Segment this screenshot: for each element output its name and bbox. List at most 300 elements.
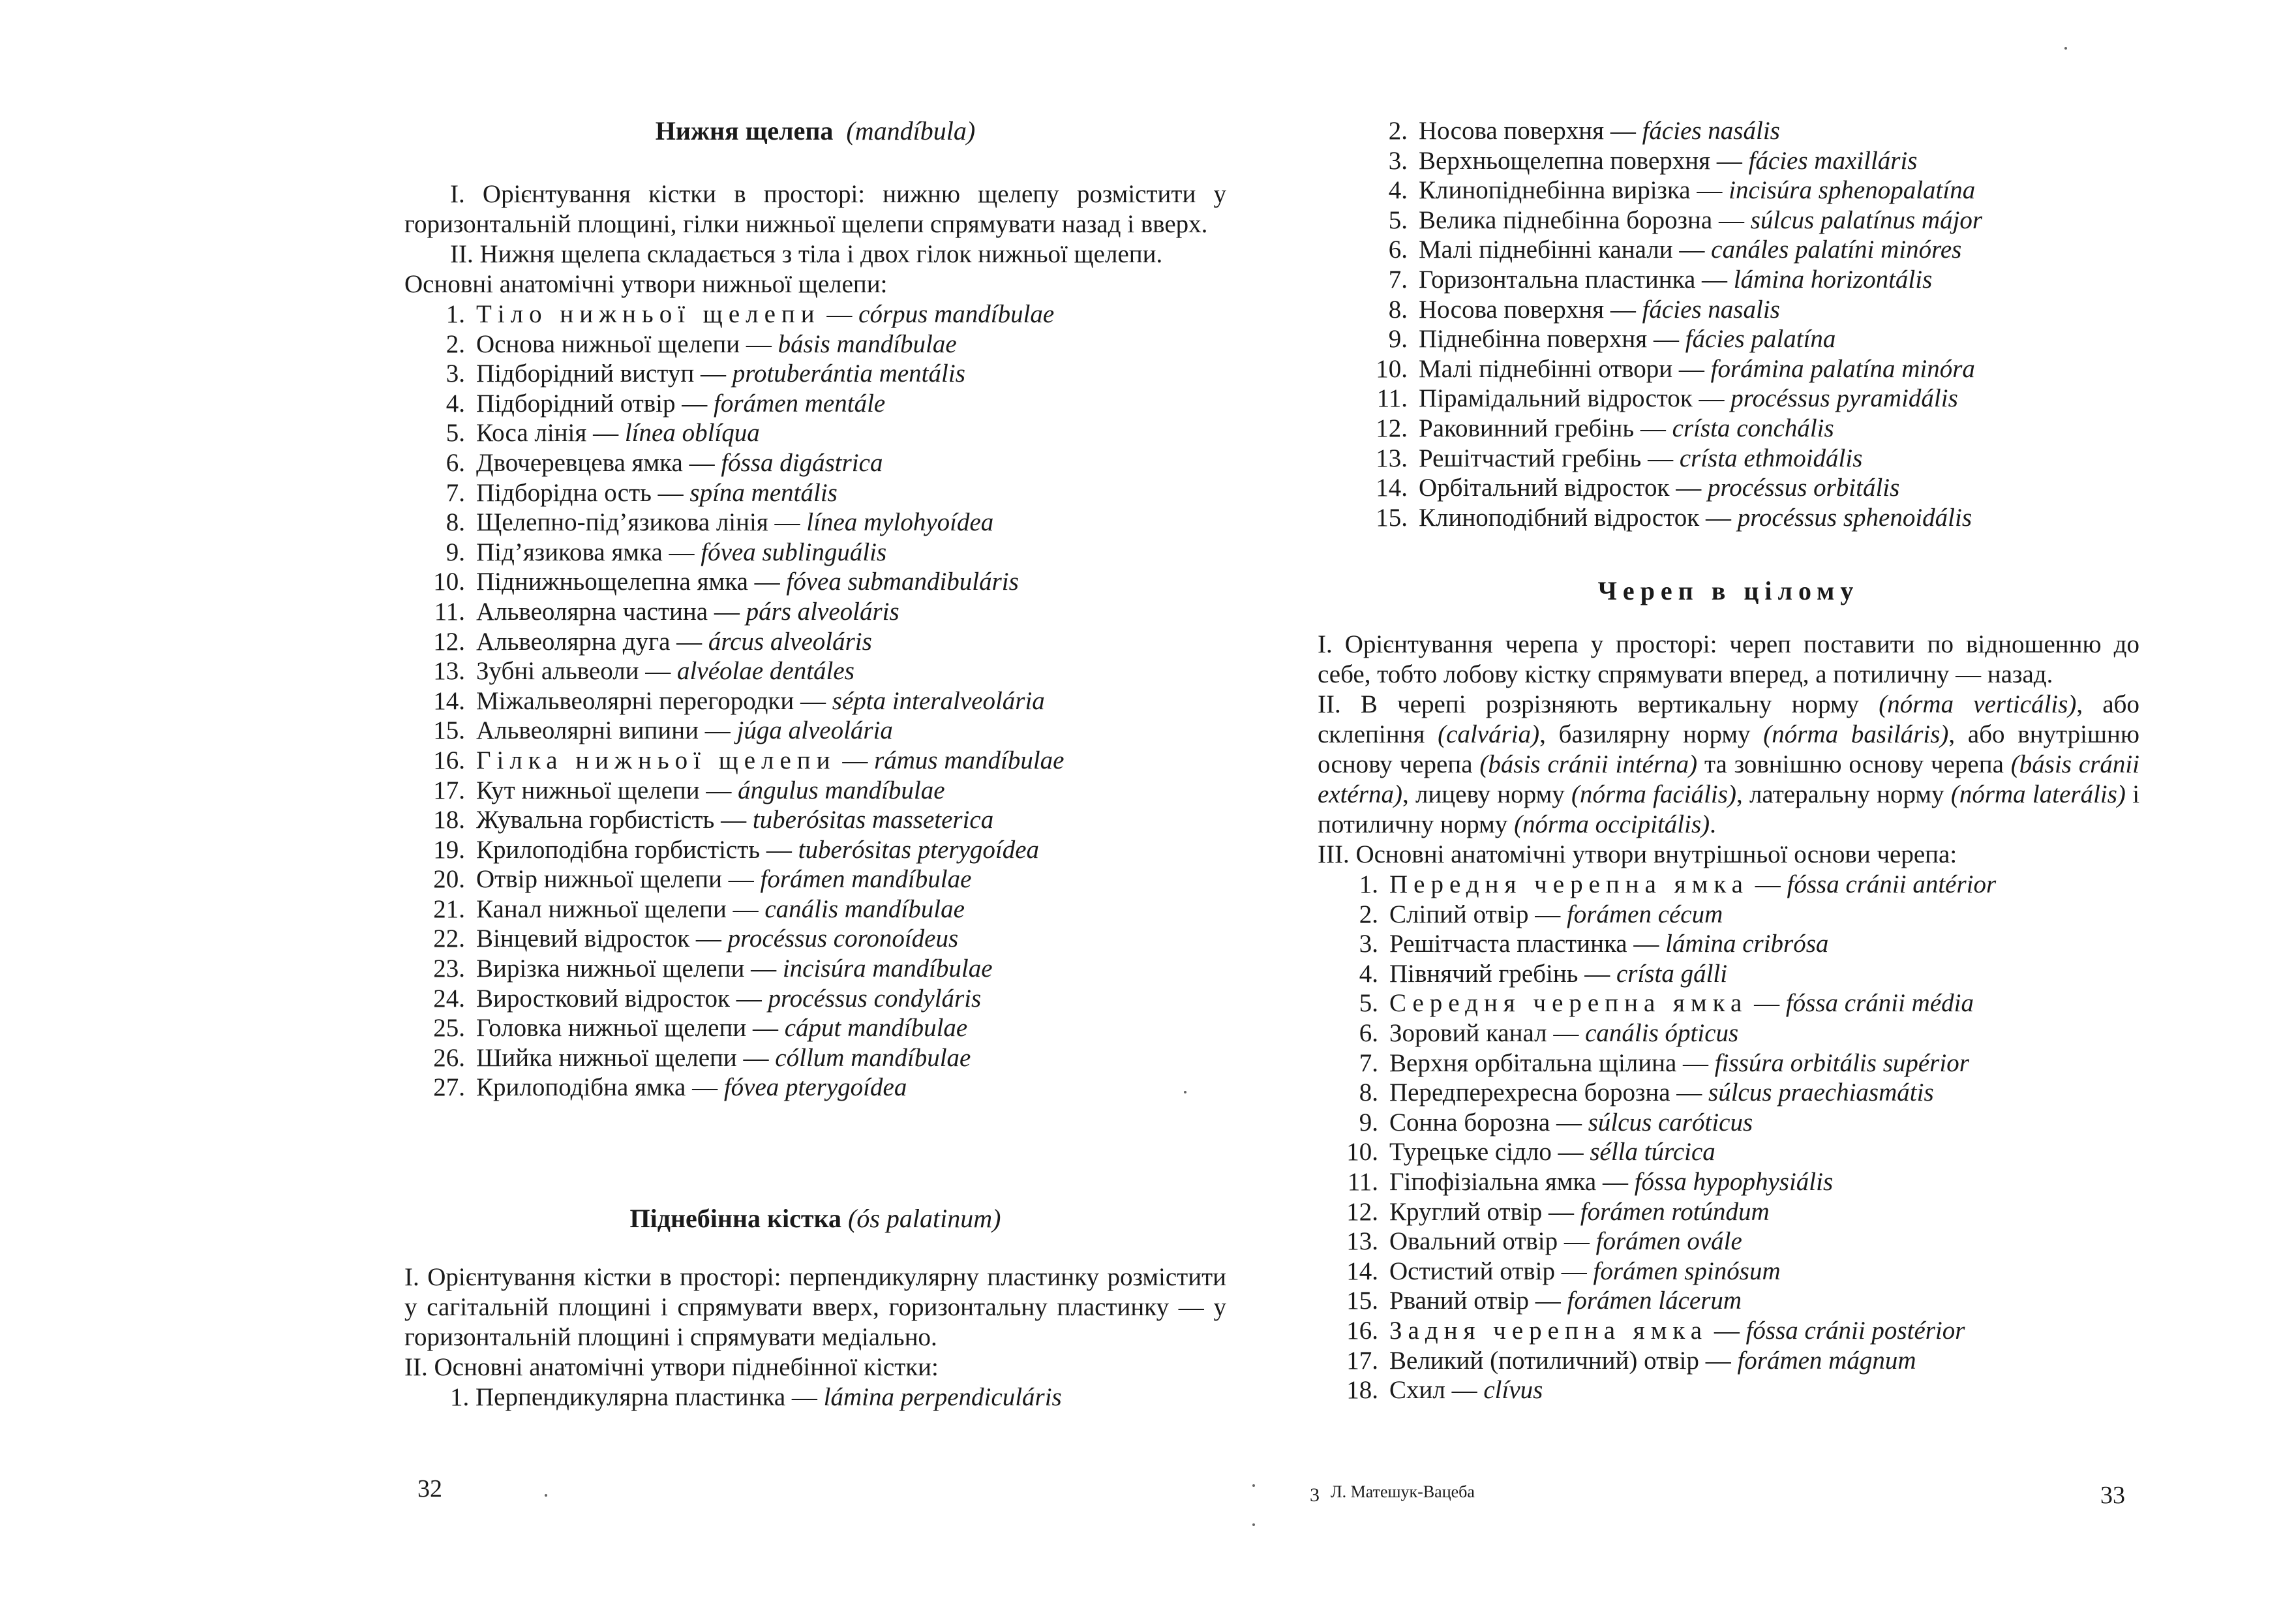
mandible-item (414, 329, 1226, 359)
mandible-item-dash: — (686, 1073, 724, 1102)
mandible-item-latin: rámus mandíbulae (874, 746, 1065, 774)
skull-item-term: Верхня орбітальна щілина (1389, 1048, 1677, 1077)
skull-item-term: Передня черепна ямка (1389, 870, 1749, 898)
mandible-item-dash: — (768, 508, 807, 537)
palatine-item-term: Решітчастий гребінь (1419, 444, 1642, 472)
skull-item-number: 8. (1359, 1078, 1378, 1107)
mandible-item (414, 686, 1226, 716)
skull-item-term: Сліпий отвір (1389, 900, 1529, 928)
skull-item-number: 4. (1359, 959, 1378, 988)
mandible-item-number: 18. (433, 806, 465, 834)
palatine-item (1357, 354, 1982, 384)
skull-item (1327, 1018, 2139, 1048)
skull-item-latin: súlcus caróticus (1588, 1108, 1753, 1137)
mandible-item-latin: cóllum mandíbulae (775, 1043, 971, 1072)
mandible-item-latin: sépta interalveolária (832, 686, 1045, 715)
palatine-item (1357, 384, 1982, 414)
mandible-item-latin: spína mentális (689, 478, 838, 507)
mandible-item-number: 8. (446, 508, 465, 537)
palatine-item (1357, 503, 1982, 533)
mandible-item-number: 3. (446, 359, 465, 388)
mandible-item-term: Піднижньощелепна ямка (476, 568, 748, 596)
mandible-item-term: Підборідний отвір (476, 389, 676, 418)
palatine-item-number: 4. (1388, 176, 1408, 205)
mandible-item (414, 954, 1226, 984)
skull-item-number: 17. (1346, 1346, 1378, 1375)
skull-item (1327, 1197, 2139, 1227)
mandible-item-dash: — (714, 806, 753, 834)
palatine-item-term: Малі піднебінні отвори (1419, 354, 1673, 383)
mandible-item-dash: — (726, 894, 765, 923)
mandible-item-latin: procéssus coronoídeus (727, 924, 959, 953)
mandible-item-latin: canális mandíbulae (764, 894, 965, 923)
skull-item-number: 11. (1347, 1167, 1378, 1196)
signature-number: 3 (1310, 1484, 1320, 1506)
skull-item-dash: — (1749, 870, 1787, 898)
mandible-item-number: 22. (433, 924, 465, 953)
mandible-item-latin: fóvea submandibuláris (786, 568, 1019, 596)
palatine-item (1357, 235, 1982, 265)
mandible-item (414, 567, 1226, 597)
mandible-section (404, 114, 1226, 148)
mandible-item (414, 894, 1226, 924)
mandible-item-term: Коса лінія (476, 419, 587, 448)
skull-item-number: 9. (1359, 1108, 1378, 1137)
palatine-section (404, 1202, 1226, 1236)
mandible-item-dash: — (639, 657, 678, 686)
skull-norms: II. В черепі розрізняють вертикальну норму (nórma verticális), або склепіння (calvária), базилярну норму (nórma basiláris), або внутрішню основу черепа (básis cránii intérna) та зовнішню основу черепа (básis cránii extérna), лицеву норму (nórma faciális), латеральну норму (nórma laterális) і потиличну норму (nórma occipitális). (1318, 690, 2140, 838)
mandible-item (414, 508, 1226, 538)
skull-item-latin: forámen mágnum (1737, 1346, 1916, 1375)
mandible-item-number: 11. (434, 597, 465, 626)
skull-item-number: 6. (1359, 1018, 1378, 1047)
mandible-item-term: Двочеревцева ямка (476, 448, 683, 477)
mandible-item-dash: — (694, 359, 733, 388)
palatine-item-dash: — (1634, 414, 1672, 442)
skull-item (1327, 1286, 2139, 1316)
palatine-item-term: Клинопіднебінна вирізка (1419, 176, 1691, 205)
mandible-item-dash: — (708, 597, 746, 626)
palatine-item-number: 2. (1388, 117, 1408, 145)
mandible-item-latin: fóvea sublinguális (701, 538, 887, 566)
skull-orientation: I. Орієнтування черепа у просторі: череп поставити по відношенню до себе, тобто лобову кістку спрямувати вперед, а потиличну — назад. (1318, 630, 2139, 688)
mandible-item-dash: — (746, 1014, 785, 1043)
mandible-title (404, 114, 1226, 148)
palatine-item-dash: — (1690, 176, 1729, 205)
mandible-item-term: Отвір нижньої щелепи (476, 865, 722, 894)
skull-item-number: 1. (1359, 870, 1378, 898)
mandible-item-term: Вінцевий відросток (476, 924, 690, 953)
skull-item-term: Передперехресна борозна (1389, 1078, 1670, 1107)
palatine-item-number: 5. (1388, 206, 1408, 234)
palatine-body (404, 1262, 1226, 1412)
mandible-item-term: Головка нижньої щелепи (476, 1014, 747, 1043)
mandible-item-term: Зубні альвеоли (476, 657, 639, 686)
mandible-item-dash: — (736, 1043, 776, 1072)
mandible-item-number: 5. (446, 419, 465, 448)
palatine-item-term: Носова поверхня (1419, 295, 1605, 324)
palatine-item-dash: — (1669, 474, 1708, 502)
palatine-item-number: 10. (1376, 354, 1408, 383)
skull-item-latin: lámina cribrósa (1665, 930, 1829, 958)
skull-item-term: Круглий отвір (1389, 1197, 1543, 1226)
skull-item-term: Сонна борозна (1389, 1108, 1550, 1137)
mandible-item-latin: línea oblíqua (624, 419, 760, 448)
mandible-item (414, 389, 1226, 419)
palatine-item-number: 3. (1388, 146, 1408, 175)
mandible-item-dash: — (675, 389, 714, 418)
mandible-item-term: Щелепно-під’язикова лінія (476, 508, 768, 537)
palatine-item-latin: procéssus sphenoidális (1737, 503, 1972, 532)
palatine-item-dash: — (1695, 265, 1734, 294)
mandible-item-dash: — (699, 716, 737, 745)
skull-item (1327, 870, 2139, 900)
mandible-item-number: 21. (433, 894, 465, 923)
mandible-item-number: 6. (446, 448, 465, 477)
skull-item-latin: súlcus praechiasmátis (1708, 1078, 1934, 1107)
palatine-item-latin: fácies nasális (1642, 117, 1780, 145)
mandible-item-latin: forámen mandíbulae (760, 865, 972, 894)
mandible-item (414, 835, 1226, 865)
palatine-item-term: Клиноподібний відросток (1419, 503, 1700, 532)
mandible-item-dash: — (794, 686, 832, 715)
skull-item (1327, 929, 2139, 959)
skull-item-number: 10. (1346, 1138, 1378, 1167)
skull-item (1327, 1048, 2139, 1078)
skull-item-number: 2. (1359, 900, 1378, 928)
skull-item-dash: — (1529, 1287, 1567, 1315)
mandible-item (414, 1013, 1226, 1043)
mandible-item-latin: júga alveolária (736, 716, 893, 745)
mandible-item-dash: — (748, 568, 787, 596)
palatine-item-latin: fácies palatína (1685, 325, 1836, 354)
skull-item-dash: — (1699, 1346, 1738, 1375)
mandible-item-number: 1. (446, 300, 465, 328)
palatine-continued-list (1357, 116, 1982, 532)
page-number-right: 33 (2100, 1482, 2125, 1509)
skull-intro: III. Основні анатомічні утвори внутрішньої основи черепа: (1318, 840, 1957, 868)
skull-item-term: Задня черепна ямка (1389, 1316, 1708, 1345)
mandible-item-term: Під’язикова ямка (476, 538, 663, 566)
mandible-item-number: 9. (446, 538, 465, 566)
mandible-item (414, 418, 1226, 448)
mandible-item-number: 13. (433, 657, 465, 686)
skull-item-number: 13. (1346, 1227, 1378, 1256)
mandible-item-latin: alvéolae dentáles (677, 657, 854, 686)
mandible-item-term: Крилоподібна горбистість (476, 835, 761, 864)
palatine-item-dash: — (1710, 146, 1749, 175)
palatine-item-term: Горизонтальна пластинка (1419, 265, 1696, 294)
mandible-title-latin: (mandíbula) (846, 116, 976, 145)
skull-item-term: Гіпофізіальна ямка (1389, 1167, 1597, 1196)
skull-item-latin: fissúra orbitális supérior (1714, 1048, 1969, 1077)
skull-item-dash: — (1542, 1197, 1580, 1226)
skull-item-dash: — (1578, 959, 1616, 988)
palatine-orientation: I. Орієнтування кістки в просторі: перпендикулярну пластинку розмістити у сагітальній площині і спрямувати вверх, горизонтальну пластинку — у горизонтальній площині і спрямувати медіально. (404, 1263, 1226, 1351)
palatine-item-number: 6. (1388, 236, 1408, 264)
palatine-item (1357, 295, 1982, 325)
skull-item (1327, 1346, 2139, 1376)
mandible-item (414, 299, 1226, 329)
mandible-item-number: 20. (433, 865, 465, 894)
palatine-item-latin: canáles palatíni minóres (1711, 236, 1962, 264)
palatine-item-dash: — (1647, 325, 1685, 354)
mandible-list (414, 299, 1226, 1103)
mandible-item-latin: línea mylohyoídea (806, 508, 994, 537)
mandible-item-dash: — (651, 478, 690, 507)
mandible-item-dash: — (699, 776, 738, 804)
mandible-item-term: Альвеолярні випини (476, 716, 699, 745)
mandible-item (414, 864, 1226, 894)
skull-item-dash: — (1558, 1227, 1596, 1256)
palatine-item-latin: fácies nasalis (1642, 295, 1780, 324)
palatine-item-dash: — (1604, 117, 1642, 145)
mandible-item-latin: procéssus condyláris (768, 984, 982, 1013)
mandible-composition: II. Нижня щелепа складається з тіла і двох гілок нижньої щелепи. (450, 240, 1163, 268)
skull-title: Череп в цілому (1597, 576, 1860, 605)
skull-section (1318, 574, 2139, 608)
mandible-item-dash: — (760, 835, 798, 864)
mandible-item-number: 2. (446, 329, 465, 358)
mandible-item-term: Тіло нижньої щелепи (476, 300, 821, 328)
scan-speck (545, 1494, 547, 1497)
signature-author: Л. Матешук-Вацеба (1331, 1482, 1475, 1501)
skull-list (1327, 870, 2139, 1405)
mandible-item-latin: tuberósitas masseterica (752, 806, 994, 834)
skull-item (1327, 988, 2139, 1018)
mandible-item-term: Кут нижньої щелепи (476, 776, 700, 804)
mandible-item-term: Підборідна ость (476, 478, 652, 507)
mandible-item (414, 656, 1226, 686)
mandible-item (414, 805, 1226, 835)
palatine-item-latin: fácies maxilláris (1748, 146, 1918, 175)
mandible-item-latin: forámen mentále (714, 389, 886, 418)
palatine-item-dash: — (1672, 354, 1711, 383)
mandible-item (414, 1073, 1226, 1103)
mandible-item-dash: — (689, 924, 728, 953)
palatine-intro: II. Основні анатомічні утвори піднебінної кістки: (404, 1353, 939, 1381)
mandible-title-text: Нижня щелепа (655, 116, 834, 145)
palatine-item-number: 9. (1388, 325, 1408, 354)
skull-item-dash: — (1551, 1138, 1590, 1167)
skull-item-number: 16. (1346, 1316, 1378, 1345)
skull-item-number: 3. (1359, 930, 1378, 958)
palatine-item-1-latin: lámina perpendiculáris (823, 1383, 1062, 1411)
skull-item (1327, 1375, 2139, 1405)
palatine-item (1357, 116, 1982, 146)
mandible-item-number: 19. (433, 835, 465, 864)
skull-item-latin: sélla túrcica (1590, 1138, 1715, 1167)
palatine-item-dash: — (1699, 503, 1738, 532)
mandible-item-number: 14. (433, 686, 465, 715)
mandible-item-dash: — (729, 984, 768, 1013)
mandible-item (414, 716, 1226, 746)
palatine-item-term: Раковинний гребінь (1419, 414, 1635, 442)
mandible-item-latin: cáput mandíbulae (784, 1014, 968, 1043)
mandible-item-latin: párs alveoláris (746, 597, 899, 626)
mandible-item (414, 538, 1226, 568)
mandible-item (414, 478, 1226, 508)
skull-item (1327, 1137, 2139, 1167)
mandible-item-number: 26. (433, 1043, 465, 1072)
mandible-item-term: Альвеолярна дуга (476, 627, 671, 656)
palatine-item (1357, 324, 1982, 354)
skull-item-term: Великий (потиличний) отвір (1389, 1346, 1699, 1375)
mandible-item-dash: — (836, 746, 875, 774)
skull-item-dash: — (1547, 1018, 1586, 1047)
scan-speck (1184, 1091, 1186, 1093)
palatine-item-number: 12. (1376, 414, 1408, 442)
mandible-item-number: 24. (433, 984, 465, 1013)
mandible-item (414, 1043, 1226, 1073)
mandible-item (414, 448, 1226, 478)
skull-item-term: Рваний отвір (1389, 1287, 1530, 1315)
mandible-item-term: Шийка нижньої щелепи (476, 1043, 737, 1072)
scan-speck (2064, 47, 2067, 50)
skull-item-term: Остистий отвір (1389, 1257, 1556, 1285)
palatine-item-number: 8. (1388, 295, 1408, 324)
palatine-item-number: 15. (1376, 503, 1408, 532)
mandible-item-latin: tuberósitas pterygoídea (798, 835, 1040, 864)
mandible-item-dash: — (740, 329, 778, 358)
skull-item (1327, 1108, 2139, 1138)
skull-item-latin: crísta gálli (1616, 959, 1728, 988)
skull-item-latin: canális ópticus (1585, 1018, 1739, 1047)
scan-speck (1252, 1523, 1255, 1526)
skull-item-number: 12. (1346, 1197, 1378, 1226)
mandible-item-latin: ángulus mandíbulae (738, 776, 945, 804)
palatine-item (1357, 176, 1982, 206)
skull-item-latin: fóssa cránii postérior (1745, 1316, 1965, 1345)
palatine-item-term: Піднебінна поверхня (1419, 325, 1648, 354)
mandible-item-latin: fóvea pterygoídea (723, 1073, 907, 1102)
mandible-item-dash: — (586, 419, 625, 448)
palatine-item-dash: — (1604, 295, 1642, 324)
skull-item (1327, 1316, 2139, 1346)
palatine-item (1357, 473, 1982, 503)
skull-item-dash: — (1555, 1257, 1594, 1285)
palatine-item-dash: — (1712, 206, 1751, 234)
mandible-item (414, 776, 1226, 806)
skull-item-latin: forámen cécum (1566, 900, 1723, 928)
palatine-item-term: Пірамідальний відросток (1419, 384, 1693, 413)
skull-item-dash: — (1676, 1048, 1715, 1077)
palatine-item (1357, 265, 1982, 295)
mandible-item (414, 984, 1226, 1014)
mandible-item-dash: — (744, 954, 783, 983)
palatine-item-latin: crísta conchális (1672, 414, 1834, 442)
skull-item-latin: forámen ovále (1595, 1227, 1742, 1256)
mandible-item-term: Основа нижньої щелепи (476, 329, 740, 358)
palatine-item-latin: lámina horizontális (1733, 265, 1933, 294)
skull-item-dash: — (1596, 1167, 1635, 1196)
left-page (404, 0, 1226, 1618)
mandible-item-latin: árcus alveoláris (708, 627, 872, 656)
palatine-title (404, 1202, 1226, 1236)
mandible-item-dash: — (670, 627, 708, 656)
mandible-item-latin: incisúra mandíbulae (782, 954, 993, 983)
mandible-item-latin: córpus mandíbulae (858, 300, 1055, 328)
scan-speck (1252, 1484, 1255, 1487)
skull-item-latin: forámen rotúndum (1580, 1197, 1770, 1226)
palatine-item-latin: procéssus orbitális (1707, 474, 1900, 502)
skull-item-term: Турецьке сідло (1389, 1138, 1552, 1167)
palatine-item-term: Носова поверхня (1419, 117, 1605, 145)
palatine-item-number: 11. (1376, 384, 1408, 413)
skull-item-dash: — (1528, 900, 1567, 928)
palatine-item-1: 1. Перпендикулярна пластинка — lámina perpendiculáris (450, 1383, 1062, 1411)
palatine-item-term: Верхньощелепна поверхня (1419, 146, 1711, 175)
mandible-item (414, 597, 1226, 627)
mandible-item-number: 17. (433, 776, 465, 804)
palatine-item (1357, 206, 1982, 236)
skull-item-latin: fóssa cránii média (1785, 989, 1974, 1018)
mandible-item-latin: protuberántia mentális (732, 359, 965, 388)
mandible-item-term: Канал нижньої щелепи (476, 894, 727, 923)
mandible-item-number: 23. (433, 954, 465, 983)
skull-item (1327, 959, 2139, 989)
mandible-item-number: 12. (433, 627, 465, 656)
palatine-item (1357, 146, 1982, 176)
skull-item-number: 15. (1346, 1287, 1378, 1315)
palatine-item (1357, 414, 1982, 444)
mandible-item-term: Гілка нижньої щелепи (476, 746, 836, 774)
mandible-item (414, 746, 1226, 776)
skull-item-number: 14. (1346, 1257, 1378, 1285)
palatine-item-number: 7. (1388, 265, 1408, 294)
palatine-item-term: Малі піднебінні канали (1419, 236, 1673, 264)
palatine-item-number: 14. (1376, 474, 1408, 502)
skull-item-number: 18. (1346, 1376, 1378, 1405)
palatine-item-latin: procéssus pyramidális (1730, 384, 1958, 413)
mandible-item-dash: — (682, 448, 721, 477)
mandible-item (414, 359, 1226, 389)
skull-item-latin: forámen lácerum (1567, 1287, 1742, 1315)
mandible-item-term: Виростковий відросток (476, 984, 730, 1013)
skull-item-term: Півнячий гребінь (1389, 959, 1578, 988)
skull-item-number: 7. (1359, 1048, 1378, 1077)
skull-item-term: Решітчаста пластинка (1389, 930, 1627, 958)
palatine-item-term: Велика піднебінна борозна (1419, 206, 1713, 234)
palatine-item-dash: — (1672, 236, 1712, 264)
skull-item-dash: — (1708, 1316, 1746, 1345)
skull-item-latin: fóssa hypophysiális (1634, 1167, 1834, 1196)
skull-item-latin: forámen spinósum (1593, 1257, 1781, 1285)
mandible-item-number: 25. (433, 1014, 465, 1043)
mandible-item-dash: — (662, 538, 701, 566)
skull-item-term: Схил (1389, 1376, 1445, 1405)
mandible-item-term: Підборідний виступ (476, 359, 695, 388)
skull-item (1327, 1078, 2139, 1108)
skull-item-latin: clívus (1483, 1376, 1543, 1405)
palatine-item-dash: — (1692, 384, 1731, 413)
mandible-item (414, 627, 1226, 657)
skull-item (1327, 900, 2139, 930)
mandible-item-number: 27. (433, 1073, 465, 1102)
mandible-item-latin: fóssa digástrica (721, 448, 883, 477)
mandible-body (404, 179, 1226, 1103)
skull-item (1327, 1257, 2139, 1287)
skull-item-dash: — (1670, 1078, 1709, 1107)
mandible-item-number: 4. (446, 389, 465, 418)
palatine-item-latin: súlcus palatínus májor (1750, 206, 1983, 234)
mandible-item-latin: básis mandíbulae (778, 329, 957, 358)
skull-item-term: Середня черепна ямка (1389, 989, 1748, 1018)
mandible-item-dash: — (820, 300, 859, 328)
palatine-item (1357, 444, 1982, 474)
palatine-title-text: Піднебінна кістка (629, 1204, 842, 1233)
mandible-item-term: Жувальна горбистість (476, 806, 715, 834)
